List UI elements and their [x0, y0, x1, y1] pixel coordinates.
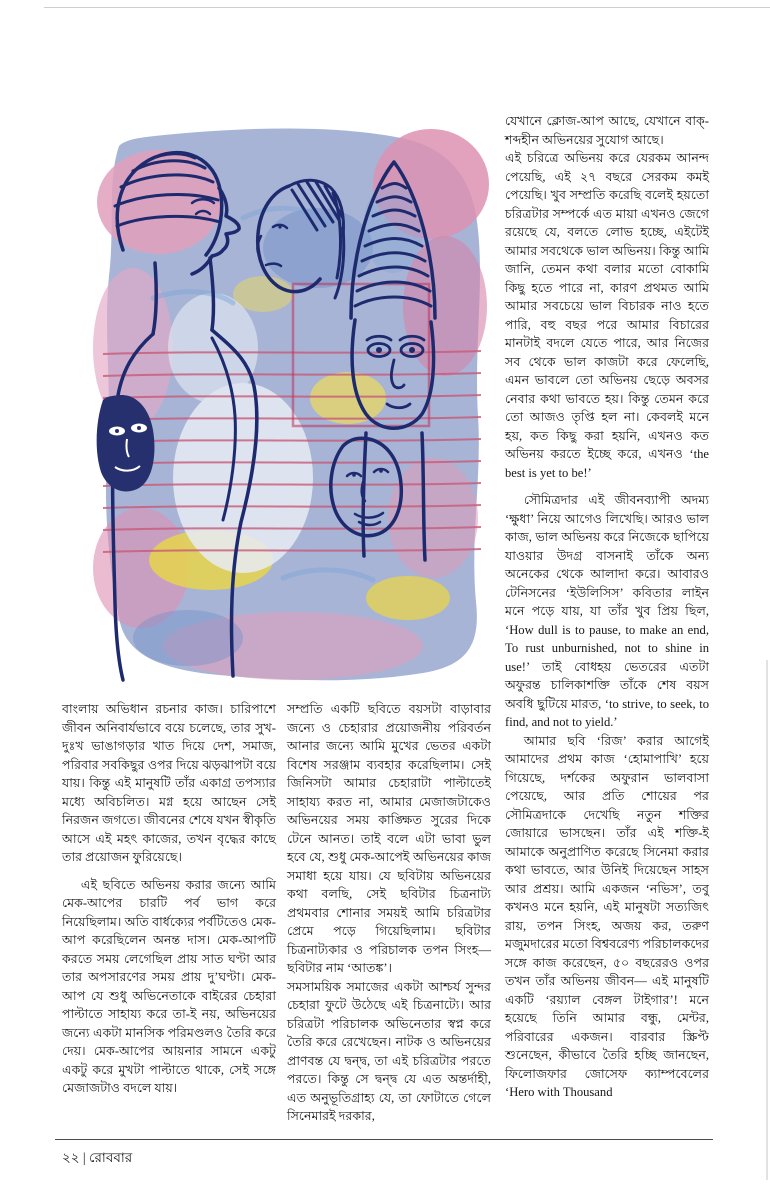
- article-paragraph: সম্প্রতি একটি ছবিতে বয়সটা বাড়াবার জন্যে ও চেহারার প্রয়োজনীয় পরিবর্তন আনার জন্যে আমি মুখের ভেতর একটা বিশেষ সরঞ্জাম ব্যবহার করেছিলাম। সেই জিনিসটা আমার চেহারাটা পাল্টাতেই সাহায্য করত না, আমার মেজাজটাকেও অভিনয়ের সময় কাঙ্ক্ষিত সুরের দিকে টেনে আনত। তাই বলে এটা ভাবা ভুল হবে যে, শুধু মেক-আপেই অভিনয়ের কাজ সমাধা হয়ে যায়। যে ছবিটায় অভিনয়ের কথা বলছি, সেই ছবিটার চিত্রনাট্য প্রথমবার শোনার সময়ই আমি চরিত্রটার প্রেমে পড়ে গিয়েছিলাম। ছবিটার চিত্রনাট্যকার ও পরিচালক তপন সিংহ— ছবিটার নাম ‘আতঙ্ক’।: [287, 702, 491, 975]
- scan-artifact-line: [44, 7, 770, 8]
- page-number: ২২ | রোববার: [62, 1150, 133, 1165]
- text-column-middle: [287, 700, 491, 1126]
- article-paragraph: সৌমিত্রদার এই জীবনব্যাপী অদম্য ‘ক্ষুধা’ নিয়ে আগেও লিখেছি। আরও ভাল কাজ, ভাল অভিনয় করে নিজেকে ছাপিয়ে যাওয়ার উদগ্র বাসনাই তাঁকে অন্য অনেকের থেকে আলাদা করে। আবারও টেনিসনের ‘ইউলিসিস’ কবিতার লাইন মনে পড়ে যায়, যা তাঁর খুব প্রিয় ছিল, ‘How dull is to pause, to make an end, To rust unburnished, not to shine in use!’ তাই বোধহয় ভেতরের এতটা অফুরন্ত চালিকাশক্তি তাঁকে শেষ বয়স অবধি ছুটিয়ে মারত, ‘to strive, to seek, to find, and not to yield.’: [505, 493, 709, 729]
- article-paragraph: যেখানে ক্লোজ-আপ আছে, যেখানে বাক্-শব্দহীন অভিনয়ের সুযোগ আছে।: [505, 114, 709, 147]
- article-paragraph: বাংলায় অভিধান রচনার কাজ। চারিপাশে জীবন অনিবার্যভাবে বয়ে চলেছে, তার সুখ-দুঃখ ভাঙাগড়ার খাত দিয়ে দেশ, সমাজ, পরিবার সবকিছুর ওপর দিয়ে ঝড়ঝাপটা বয়ে যায়। কিন্তু এই মানুষটি তাঁর একাগ্র তপস্যার মধ্যে অবিচলিত। মগ্ন হয়ে আছেন সেই নিরজন জগতে। জীবনের শেষে যখন স্বীকৃতি আসে এই মহৎ কাজের, তখন বৃদ্ধের কাছে তার প্রয়োজন ফুরিয়েছে।: [62, 702, 276, 864]
- article-paragraph: এই চরিত্রে অভিনয় করে যেরকম আনন্দ পেয়েছি, এই ২৭ বছরে সেরকম কমই পেয়েছি। খুব সম্প্রতি করেছি বলেই হয়তো চরিত্রটার সম্পর্কে এত মায়া এখনও জেগে রয়েছে যে, বলতে লোভ হচ্ছে, এইটেই আমার সবথেকে ভাল অভিনয়। কিন্তু আমি জানি, তেমন কথা বলার মতো বোকামি কিছু হতে পারে না, কারণ প্রথমত আমি আমার সবচেয়ে ভাল বিচারক নাও হতে পারি, বহু বছর পরে আমার বিচারের মানটাই বদলে যেতে পারে, আর নিজের সব থেকে ভাল কাজটা করে ফেলেছি, এমন ভাবলে তো অভিনয় ছেড়ে অবসর নেবার কথা ভাবতে হয়। কিন্তু তেমন করে তো আজও তৃপ্তি হল না। কেবলই মনে হয়, কত কিছু করা হয়নি, এখনও কত অভিনয় করতে ইচ্ছে করে, এখনও ‘the best is yet to be!’: [505, 151, 709, 480]
- text-column-right: [505, 112, 709, 1102]
- article-paragraph: এই ছবিতে অভিনয় করার জন্যে আমি মেক-আপের চারটি পর্ব ভাগ করে নিয়েছিলাম। অতি বার্ধক্যের পর্বটিতেও মেক-আপ করেছিলেন অনন্ত দাস। মেক-আপটি করতে সময় লেগেছিল প্রায় সাত ঘণ্টা আর তার অপসারণের সময় প্রায় দু’ঘণ্টা। মেক-আপ যে শুধু অভিনেতাকে বাইরের চেহারা পাল্টাতে সাহায্য করে তা-ই নয়, অভিনয়ের জন্যে একটা মানসিক পরিমণ্ডলও তৈরি করে দেয়। মেক-আপের আয়নার সামনে একটু একটু করে মুখটা পাল্টাতে থাকে, সেই সঙ্গে মেজাজটাও বদলে যায়।: [62, 877, 276, 1095]
- article-paragraph: সমসাময়িক সমাজের একটা আশ্চর্য সুন্দর চেহারা ফুটে উঠেছে এই চিত্রনাট্যে। আর চরিত্রটা পরিচালক অভিনেতার স্বপ্ন করে তৈরি করে রেখেছেন। নাটক ও অভিনয়ের প্রাণবন্ত যে দ্বন্দ্ব, তা এই চরিত্রটার পরতে পরতে। কিন্তু সে দ্বন্দ্ব যে এত অন্তর্দাহী, এত অনুভূতিগ্রাহ্য যে, তা ফোটাতে গেলে সিনেমারই দরকার,: [287, 979, 491, 1123]
- article-paragraph: আমার ছবি ‘রিজ’ করার আগেই আমাদের প্রথম কাজ ‘হোমাপাখি’ হয়ে গিয়েছে, দর্শকের অফুরান ভালবাসা পেয়েছে, আর প্রতি শোয়ের পর সৌমিত্রদাকে দেখেছি নতুন শক্তির জোয়ারে ভাসছেন। তাঁর এই শক্তি-ই আমাকে অনুপ্রাণিত করেছে সিনেমা করার কথা ভাবতে, আর উনিই দিয়েছেন সাহস আর প্রশ্রয়। আমি একজন ‘নভিস’, তবু কখনও মনে হয়নি, এই মানুষটা সত্যজিৎ রায়, তপন সিংহ, অজয় কর, তরুণ মজুমদারের মতো বিশ্ববরেণ্য পরিচালকদের সঙ্গে কাজ করেছেন, ৫০ বছরেরও ওপর তখন তাঁর অভিনয় জীবন— এই মানুষটি একটি ‘রয়্যাল বেঙ্গল টাইগার’! মনে হয়েছে তিনি আমার বন্ধু, মেন্টর, পরিবারের একজন। বারবার স্ক্রিপ্ট শুনেছেন, কীভাবে তৈরি হচ্ছি জানছেন, ফিলোজফার জোসেফ ক্যাম্পবেলের ‘Hero with Thousand: [505, 733, 709, 1099]
- text-column-left: [62, 700, 276, 1098]
- scan-edge-shadow: [766, 660, 768, 1180]
- footer-divider: [55, 1139, 713, 1140]
- artwork-canvas: [93, 98, 490, 690]
- artwork-illustration: [93, 98, 490, 690]
